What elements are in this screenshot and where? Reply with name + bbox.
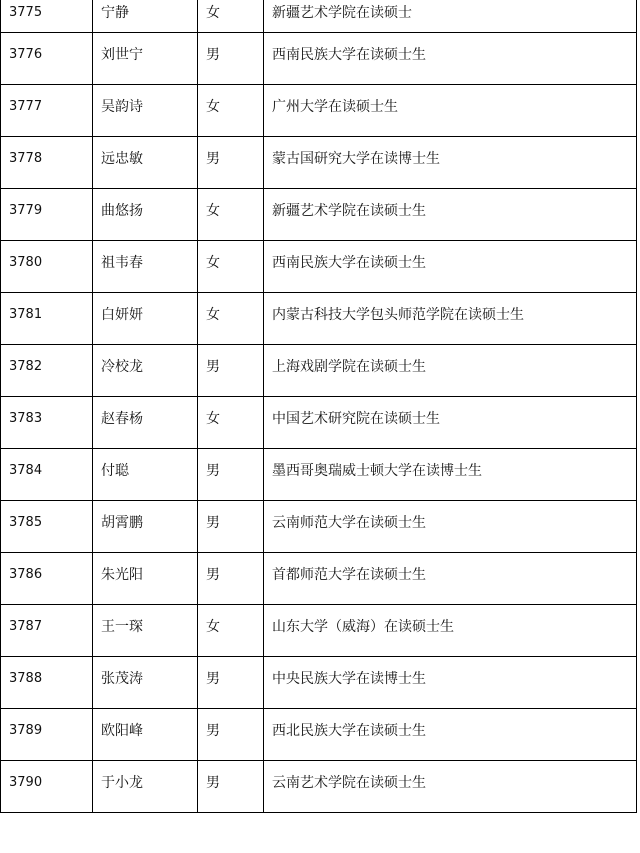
roster-body bbox=[1, 0, 637, 813]
row-name: 于小龙 bbox=[93, 761, 198, 813]
row-school: 西南民族大学在读硕士生 bbox=[264, 33, 637, 85]
row-name: 付聪 bbox=[93, 449, 198, 501]
table-row bbox=[1, 501, 637, 553]
row-name: 曲悠扬 bbox=[93, 189, 198, 241]
row-school: 云南师范大学在读硕士生 bbox=[264, 501, 637, 553]
row-school: 中央民族大学在读博士生 bbox=[264, 657, 637, 709]
row-name: 欧阳峰 bbox=[93, 709, 198, 761]
table-row bbox=[1, 137, 637, 189]
row-id: 3784 bbox=[1, 449, 93, 501]
row-name: 王一琛 bbox=[93, 605, 198, 657]
table-row bbox=[1, 449, 637, 501]
row-name: 张茂涛 bbox=[93, 657, 198, 709]
row-id: 3776 bbox=[1, 33, 93, 85]
row-id: 3775 bbox=[1, 0, 93, 33]
row-school: 内蒙古科技大学包头师范学院在读硕士生 bbox=[264, 293, 637, 345]
row-gender: 女 bbox=[198, 0, 264, 33]
row-gender: 男 bbox=[198, 657, 264, 709]
row-id: 3783 bbox=[1, 397, 93, 449]
table-row bbox=[1, 345, 637, 397]
row-school: 新疆艺术学院在读硕士生 bbox=[264, 189, 637, 241]
table-row bbox=[1, 605, 637, 657]
row-gender: 女 bbox=[198, 85, 264, 137]
row-gender: 男 bbox=[198, 553, 264, 605]
row-gender: 女 bbox=[198, 241, 264, 293]
row-name: 远忠敏 bbox=[93, 137, 198, 189]
row-id: 3787 bbox=[1, 605, 93, 657]
table-row bbox=[1, 657, 637, 709]
row-id: 3789 bbox=[1, 709, 93, 761]
row-gender: 男 bbox=[198, 137, 264, 189]
row-name: 冷校龙 bbox=[93, 345, 198, 397]
row-gender: 男 bbox=[198, 761, 264, 813]
row-gender: 女 bbox=[198, 397, 264, 449]
row-school: 广州大学在读硕士生 bbox=[264, 85, 637, 137]
row-gender: 男 bbox=[198, 345, 264, 397]
row-id: 3788 bbox=[1, 657, 93, 709]
row-school: 西北民族大学在读硕士生 bbox=[264, 709, 637, 761]
row-school: 首都师范大学在读硕士生 bbox=[264, 553, 637, 605]
row-name: 胡霄鹏 bbox=[93, 501, 198, 553]
row-name: 赵春杨 bbox=[93, 397, 198, 449]
row-school: 云南艺术学院在读硕士生 bbox=[264, 761, 637, 813]
row-school: 墨西哥奥瑞威士顿大学在读博士生 bbox=[264, 449, 637, 501]
row-gender: 女 bbox=[198, 605, 264, 657]
row-id: 3780 bbox=[1, 241, 93, 293]
row-id: 3779 bbox=[1, 189, 93, 241]
row-id: 3786 bbox=[1, 553, 93, 605]
table-row bbox=[1, 85, 637, 137]
table-row bbox=[1, 553, 637, 605]
row-name: 祖韦春 bbox=[93, 241, 198, 293]
row-name: 吴韵诗 bbox=[93, 85, 198, 137]
row-school: 山东大学（威海）在读硕士生 bbox=[264, 605, 637, 657]
row-school: 中国艺术研究院在读硕士生 bbox=[264, 397, 637, 449]
row-id: 3785 bbox=[1, 501, 93, 553]
row-gender: 男 bbox=[198, 33, 264, 85]
row-name: 宁静 bbox=[93, 0, 198, 33]
row-id: 3781 bbox=[1, 293, 93, 345]
row-name: 朱光阳 bbox=[93, 553, 198, 605]
row-school: 上海戏剧学院在读硕士生 bbox=[264, 345, 637, 397]
row-gender: 男 bbox=[198, 501, 264, 553]
row-gender: 男 bbox=[198, 709, 264, 761]
table-row bbox=[1, 709, 637, 761]
row-id: 3777 bbox=[1, 85, 93, 137]
row-school: 新疆艺术学院在读硕士 bbox=[264, 0, 637, 33]
table-row bbox=[1, 293, 637, 345]
row-gender: 男 bbox=[198, 449, 264, 501]
table-row bbox=[1, 241, 637, 293]
table-row bbox=[1, 0, 637, 33]
row-name: 白妍妍 bbox=[93, 293, 198, 345]
row-school: 蒙古国研究大学在读博士生 bbox=[264, 137, 637, 189]
table-row bbox=[1, 397, 637, 449]
row-id: 3782 bbox=[1, 345, 93, 397]
table-row bbox=[1, 761, 637, 813]
row-school: 西南民族大学在读硕士生 bbox=[264, 241, 637, 293]
row-id: 3778 bbox=[1, 137, 93, 189]
row-id: 3790 bbox=[1, 761, 93, 813]
row-gender: 女 bbox=[198, 189, 264, 241]
table-row bbox=[1, 189, 637, 241]
row-name: 刘世宁 bbox=[93, 33, 198, 85]
table-row bbox=[1, 33, 637, 85]
row-gender: 女 bbox=[198, 293, 264, 345]
